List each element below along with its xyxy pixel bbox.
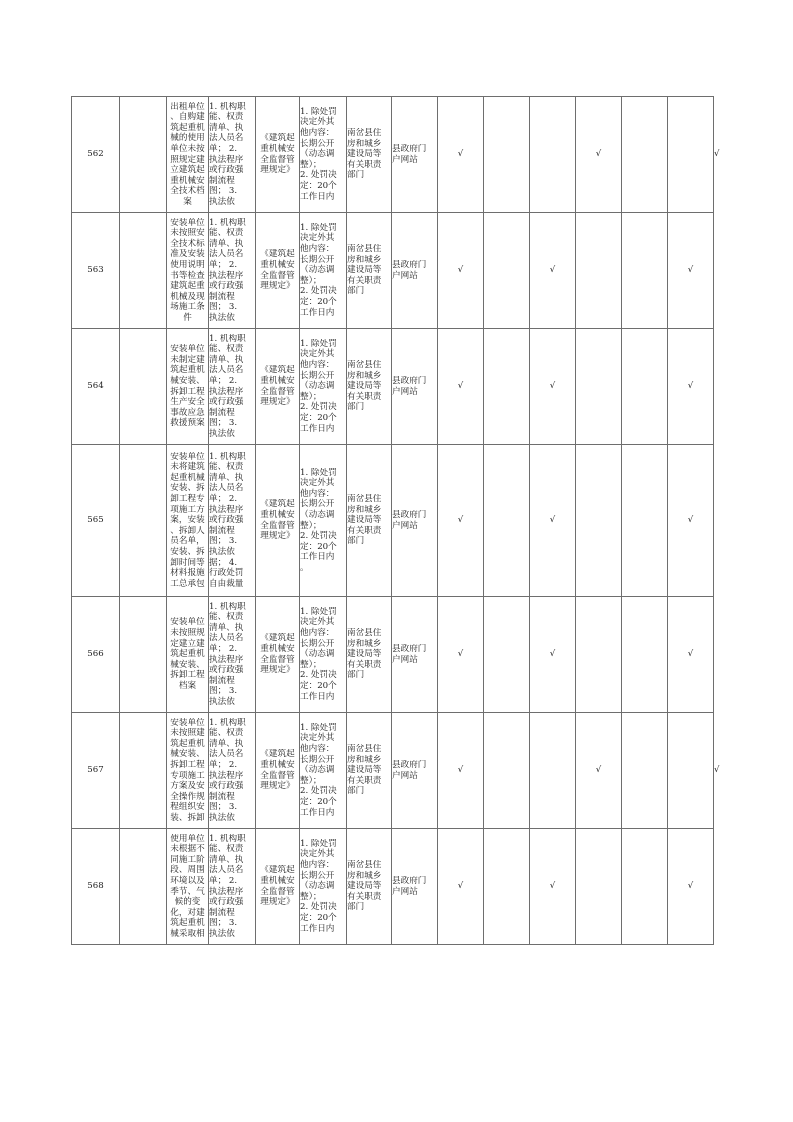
check-cell: [622, 97, 668, 213]
check-mark: √: [549, 881, 556, 892]
check-cell: [668, 445, 714, 597]
disclosure-basis: [256, 445, 300, 597]
row-number-text: 565: [87, 515, 104, 526]
check-cell: [576, 213, 622, 329]
check-mark: √: [549, 515, 556, 526]
disclosure-subject: [347, 445, 392, 597]
check-mark: √: [687, 265, 694, 276]
check-mark: √: [687, 515, 694, 526]
blank-cell: [120, 213, 167, 329]
disclosure-content: [209, 829, 256, 945]
check-mark: √: [687, 381, 694, 392]
disclosure-channel-text: 县政府门 户网站: [392, 259, 427, 281]
disclosure-basis-text: 《建筑起 重机械安 全监督管 理规定》: [260, 365, 295, 408]
item-name: [167, 445, 209, 597]
check-cell: [530, 213, 576, 329]
disclosure-content-text: 1. 机构职 能、权责 清单、执 法人员名 单； 2. 执法程序 或行政强 制流程 图； 3. 执法依: [209, 217, 246, 323]
row-number-text: 566: [87, 649, 104, 660]
check-cell: [668, 97, 714, 213]
row-number: [72, 329, 120, 445]
blank-cell: [120, 713, 167, 829]
check-mark: √: [687, 649, 694, 660]
disclosure-content-text: 1. 机构职 能、权责 清单、执 法人员名 单； 2. 执法程序 或行政强 制流程 图； 3. 执法依: [209, 717, 246, 823]
check-mark: √: [457, 381, 464, 392]
disclosure-timing: [300, 97, 347, 213]
disclosure-channel: [392, 829, 438, 945]
row-number: [72, 97, 120, 213]
check-mark: √: [549, 381, 556, 392]
check-cell: [438, 213, 484, 329]
check-cell: [622, 329, 668, 445]
check-cell: [438, 445, 484, 597]
disclosure-subject: [347, 97, 392, 213]
check-cell: [668, 713, 714, 829]
disclosure-timing-text: 1. 除处罚 决定外其 他内容： 长期公开 （动态调 整）； 2. 处罚决 定：20个 工作日内: [300, 722, 337, 818]
item-name-text: 安装单位 未按照建 筑起重机 械安装、 拆卸工程 专项施工 方案及安 全操作规 程组织安 装、拆卸: [170, 717, 205, 823]
table-row: [72, 97, 714, 213]
check-cell: [576, 97, 622, 213]
disclosure-channel: [392, 97, 438, 213]
disclosure-basis: [256, 329, 300, 445]
disclosure-content: [209, 329, 256, 445]
check-cell: [530, 97, 576, 213]
check-cell: [530, 597, 576, 713]
check-cell: [438, 597, 484, 713]
disclosure-basis-text: 《建筑起 重机械安 全监督管 理规定》: [260, 499, 295, 542]
disclosure-channel: [392, 713, 438, 829]
disclosure-basis-text: 《建筑起 重机械安 全监督管 理规定》: [260, 249, 295, 292]
blank-cell: [120, 329, 167, 445]
disclosure-content: [209, 445, 256, 597]
check-cell: [530, 713, 576, 829]
disclosure-timing-text: 1. 除处罚 决定外其 他内容： 长期公开 （动态调 整）； 2. 处罚决 定：20个 工作日内 。: [300, 467, 337, 573]
table-body: [72, 97, 720, 945]
row-number: [72, 445, 120, 597]
disclosure-timing: [300, 597, 347, 713]
disclosure-subject-text: 南岔县住 房和城乡 建设局等 有关职责 部门: [347, 860, 382, 913]
disclosure-channel: [392, 213, 438, 329]
disclosure-basis-text: 《建筑起 重机械安 全监督管 理规定》: [260, 633, 295, 676]
disclosure-content: [209, 713, 256, 829]
disclosure-subject: [347, 597, 392, 713]
row-number-text: 568: [87, 881, 104, 892]
disclosure-content-text: 1. 机构职 能、权责 清单、执 法人员名 单； 2. 执法程序 或行政强 制流程 图； 3. 执法依: [209, 101, 246, 207]
check-cell: [576, 713, 622, 829]
disclosure-basis: [256, 597, 300, 713]
disclosure-timing: [300, 329, 347, 445]
check-mark: √: [714, 765, 720, 776]
disclosure-basis: [256, 829, 300, 945]
disclosure-channel-text: 县政府门 户网站: [392, 759, 427, 781]
disclosure-timing: [300, 829, 347, 945]
disclosure-subject: [347, 213, 392, 329]
disclosure-subject-text: 南岔县住 房和城乡 建设局等 有关职责 部门: [347, 494, 382, 547]
check-cell: [622, 597, 668, 713]
disclosure-basis: [256, 713, 300, 829]
disclosure-channel: [392, 597, 438, 713]
check-mark: √: [457, 765, 464, 776]
disclosure-subject-text: 南岔县住 房和城乡 建设局等 有关职责 部门: [347, 628, 382, 681]
row-number-text: 562: [87, 149, 104, 160]
disclosure-timing-text: 1. 除处罚 决定外其 他内容： 长期公开 （动态调 整）； 2. 处罚决 定：20个 工作日内: [300, 606, 337, 702]
disclosure-content: [209, 597, 256, 713]
check-cell: [576, 829, 622, 945]
disclosure-basis: [256, 97, 300, 213]
check-cell: [484, 713, 530, 829]
item-name-text: 使用单位 未根据不 同施工阶 段、周围 环境以及 季节、气 候的变 化，对建 筑起重机 械采取相: [170, 833, 205, 939]
disclosure-subject: [347, 829, 392, 945]
disclosure-timing: [300, 213, 347, 329]
disclosure-channel-text: 县政府门 户网站: [392, 875, 427, 897]
item-name-text: 安装单位 未将建筑 起重机械 安装、拆 卸工程专 项施工方 案，安装 、拆卸人 员名单， 安装、拆 卸时间等 材料报施 工总承包: [170, 451, 205, 589]
disclosure-timing-text: 1. 除处罚 决定外其 他内容： 长期公开 （动态调 整）； 2. 处罚决 定：20个 工作日内: [300, 338, 337, 434]
item-name-text: 安装单位 未制定建 筑起重机 械安装、 拆卸工程 生产安全 事故应急 救援预案: [170, 344, 205, 429]
item-name-text: 出租单位 、自购建 筑起重机 械的使用 单位未按 照规定建 立建筑起 重机械安 全技术档 案: [170, 101, 205, 207]
item-name-text: 安装单位 未按照规 定建立建 筑起重机 械安装、 拆卸工程 档案: [170, 617, 205, 691]
disclosure-content-text: 1. 机构职 能、权责 清单、执 法人员名 单； 2. 执法程序 或行政强 制流程 图； 3. 执法依: [209, 333, 246, 439]
check-mark: √: [549, 649, 556, 660]
disclosure-basis: [256, 213, 300, 329]
check-cell: [622, 445, 668, 597]
item-name: [167, 597, 209, 713]
row-number-text: 563: [87, 265, 104, 276]
check-mark: √: [457, 649, 464, 660]
check-mark: √: [687, 881, 694, 892]
check-cell: [438, 329, 484, 445]
item-name-text: 安装单位 未按照安 全技术标 准及安装 使用说明 书等检查 建筑起重 机械及现 场施工条 件: [170, 217, 205, 323]
check-mark: √: [714, 149, 720, 160]
disclosure-subject: [347, 713, 392, 829]
blank-cell: [120, 829, 167, 945]
item-name: [167, 97, 209, 213]
check-cell: [576, 597, 622, 713]
table-row: [72, 445, 714, 597]
disclosure-basis-text: 《建筑起 重机械安 全监督管 理规定》: [260, 865, 295, 908]
disclosure-channel-text: 县政府门 户网站: [392, 143, 427, 165]
disclosure-timing-text: 1. 除处罚 决定外其 他内容： 长期公开 （动态调 整）； 2. 处罚决 定：20个 工作日内: [300, 838, 337, 934]
check-cell: [438, 829, 484, 945]
check-cell: [484, 213, 530, 329]
disclosure-subject-text: 南岔县住 房和城乡 建设局等 有关职责 部门: [347, 128, 382, 181]
check-mark: √: [457, 149, 464, 160]
check-cell: [622, 829, 668, 945]
check-cell: [484, 329, 530, 445]
check-mark: √: [457, 515, 464, 526]
disclosure-channel-text: 县政府门 户网站: [392, 643, 427, 665]
check-cell: [576, 329, 622, 445]
disclosure-channel-text: 县政府门 户网站: [392, 509, 427, 531]
check-cell: [530, 829, 576, 945]
table-row: [72, 713, 714, 829]
table-row: [72, 329, 714, 445]
row-number-text: 567: [87, 765, 104, 776]
check-cell: [576, 445, 622, 597]
check-mark: √: [457, 881, 464, 892]
check-cell: [668, 213, 714, 329]
row-number: [72, 597, 120, 713]
check-cell: [438, 713, 484, 829]
check-cell: [530, 329, 576, 445]
check-cell: [484, 445, 530, 597]
check-cell: [622, 713, 668, 829]
disclosure-subject-text: 南岔县住 房和城乡 建设局等 有关职责 部门: [347, 360, 382, 413]
row-number-text: 564: [87, 381, 104, 392]
row-number: [72, 829, 120, 945]
check-cell: [668, 329, 714, 445]
check-mark: √: [457, 265, 464, 276]
disclosure-subject: [347, 329, 392, 445]
blank-cell: [120, 97, 167, 213]
check-mark: √: [595, 765, 602, 776]
check-cell: [622, 213, 668, 329]
item-name: [167, 213, 209, 329]
item-name: [167, 713, 209, 829]
disclosure-content-text: 1. 机构职 能、权责 清单、执 法人员名 单； 2. 执法程序 或行政强 制流程 图； 3. 执法依: [209, 833, 246, 939]
disclosure-timing: [300, 713, 347, 829]
check-cell: [484, 97, 530, 213]
check-cell: [668, 829, 714, 945]
disclosure-timing-text: 1. 除处罚 决定外其 他内容： 长期公开 （动态调 整）； 2. 处罚决 定：20个 工作日内: [300, 106, 337, 202]
check-cell: [484, 597, 530, 713]
table-row: [72, 213, 714, 329]
disclosure-channel-text: 县政府门 户网站: [392, 375, 427, 397]
disclosure-timing: [300, 445, 347, 597]
disclosure-content-text: 1. 机构职 能、权责 清单、执 法人员名 单； 2. 执法程序 或行政强 制流程 图； 3. 执法依: [209, 601, 246, 707]
disclosure-content: [209, 213, 256, 329]
table-row: [72, 829, 714, 945]
disclosure-basis-text: 《建筑起 重机械安 全监督管 理规定》: [260, 133, 295, 176]
disclosure-channel: [392, 329, 438, 445]
disclosure-content-text: 1. 机构职 能、权责 清单、执 法人员名 单； 2. 执法程序 或行政强 制流程 图； 3. 执法依 据； 4. 行政处罚 自由裁量: [209, 451, 246, 589]
check-cell: [530, 445, 576, 597]
disclosure-content: [209, 97, 256, 213]
blank-cell: [120, 445, 167, 597]
disclosure-timing-text: 1. 除处罚 决定外其 他内容： 长期公开 （动态调 整）； 2. 处罚决 定：20个 工作日内: [300, 222, 337, 318]
check-mark: √: [549, 265, 556, 276]
item-name: [167, 829, 209, 945]
disclosure-channel: [392, 445, 438, 597]
check-cell: [484, 829, 530, 945]
disclosure-subject-text: 南岔县住 房和城乡 建设局等 有关职责 部门: [347, 244, 382, 297]
disclosure-table: [71, 96, 720, 945]
check-cell: [668, 597, 714, 713]
table-row: [72, 597, 714, 713]
check-mark: √: [595, 149, 602, 160]
disclosure-basis-text: 《建筑起 重机械安 全监督管 理规定》: [260, 749, 295, 792]
disclosure-subject-text: 南岔县住 房和城乡 建设局等 有关职责 部门: [347, 744, 382, 797]
item-name: [167, 329, 209, 445]
row-number: [72, 713, 120, 829]
row-number: [72, 213, 120, 329]
check-cell: [438, 97, 484, 213]
blank-cell: [120, 597, 167, 713]
